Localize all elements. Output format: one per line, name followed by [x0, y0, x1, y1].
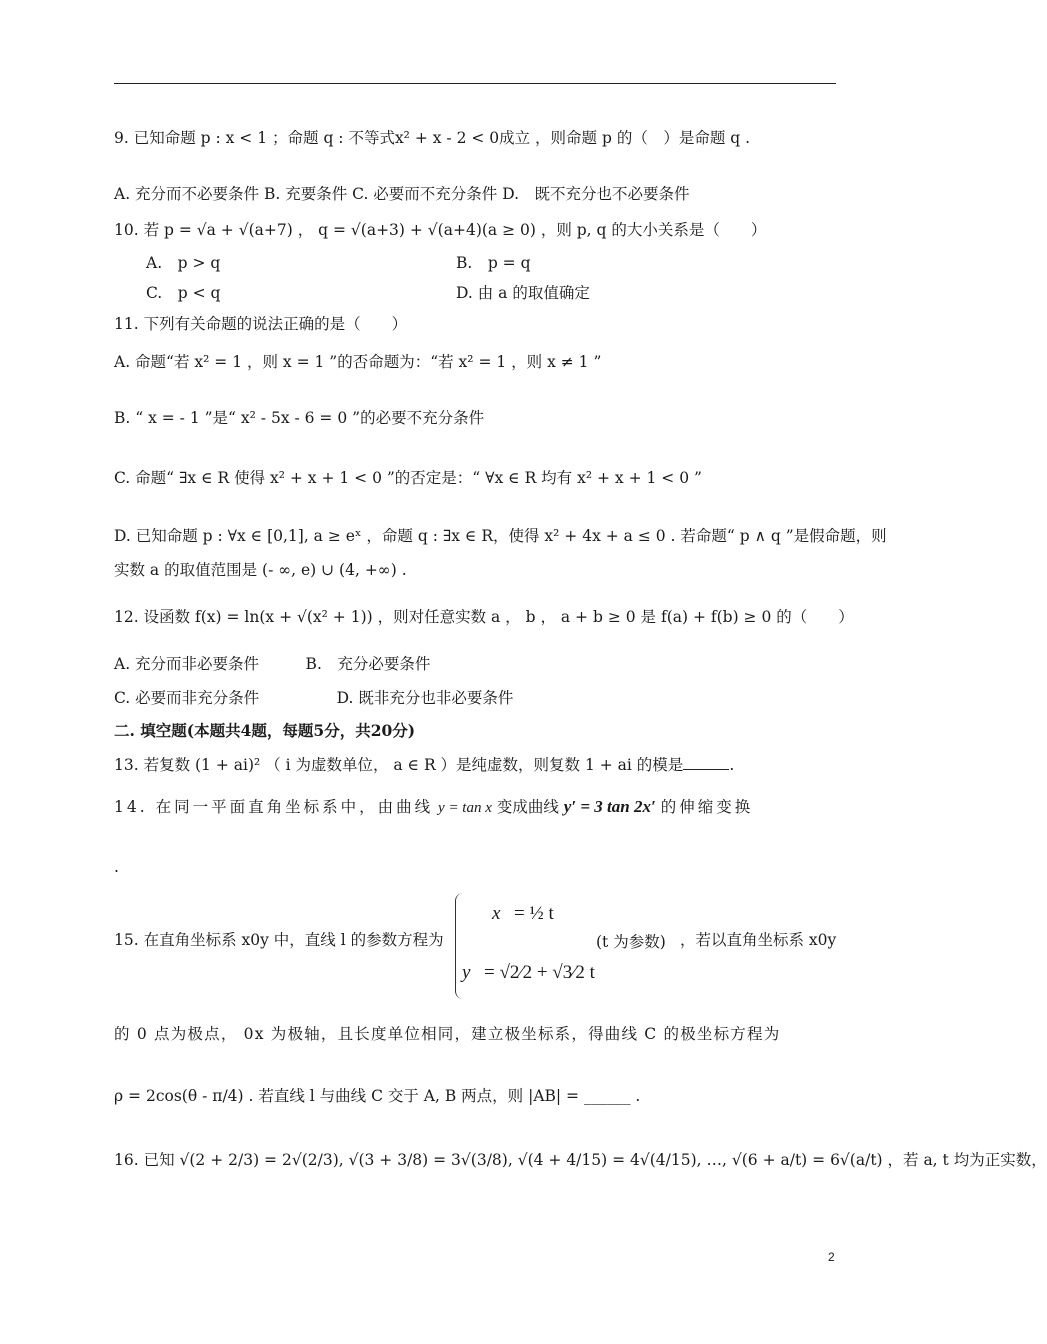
q12-options-ab: A. 充分而非必要条件 B. 充分必要条件 — [114, 655, 431, 673]
q15-tail: ，若以直角坐标系 x0y — [680, 931, 837, 949]
q13-end: . — [729, 756, 735, 774]
q14-part3: 的伸缩变换 — [660, 798, 754, 816]
q15-line2: 的 0 点为极点， 0x 为极轴，且长度单位相同，建立极坐标系，得曲线 C 的极坐标方程为 — [114, 1025, 781, 1043]
q10-option-c: C. p < q — [146, 284, 221, 302]
q12-options-cd: C. 必要而非充分条件 D. 既非充分也非必要条件 — [114, 689, 514, 707]
q10-stem: 10. 若 p = √a + √(a+7) ， q = √(a+3) + √(a+4)(a ≥ 0) ，则 p, q 的大小关系是（ ） — [114, 221, 767, 239]
q11-option-b: B. “ x = - 1 ”是“ x² - 5x - 6 = 0 ”的必要不充分条件 — [114, 409, 485, 427]
q9-options: A. 充分而不必要条件 B. 充要条件 C. 必要而不充分条件 D. 既不充分也不必要条件 — [114, 185, 690, 203]
q15-eq-x-rhs: = ½ t — [514, 903, 554, 924]
q15-line3: ρ = 2cos(θ - π/4) . 若直线 l 与曲线 C 交于 A, B 两点，则 |AB| = ______ . — [114, 1087, 641, 1105]
q15-param-note: (t 为参数) — [596, 933, 666, 951]
q10-option-b: B. p = q — [456, 254, 531, 272]
q10-option-d: D. 由 a 的取值确定 — [456, 284, 590, 302]
q10-option-a: A. p > q — [146, 254, 221, 272]
q15-eq-y-lhs: y — [462, 962, 471, 983]
section-heading: 二. 填空题(本题共4题，每题5分，共20分) — [114, 721, 416, 740]
q14-part2: 变成曲线 — [496, 798, 559, 816]
q15-lead: 15. 在直角坐标系 x0y 中，直线 l 的参数方程为 — [114, 931, 444, 949]
q15-eq-y-rhs: = √2⁄2 + √3⁄2 t — [484, 962, 595, 983]
q13-stem — [114, 755, 734, 775]
q16-stem: 16. 已知 √(2 + 2/3) = 2√(2/3), √(3 + 3/8) = 3√(3/8), √(4 + 4/15) = 4√(4/15), …, √(6 + a/t) = 6√(a/t) ，若 a, t 均为正实数， — [114, 1151, 1047, 1169]
q11-option-a: A. 命题“若 x² = 1 ，则 x = 1 ”的否命题为：“若 x² = 1 ，则 x ≠ 1 ” — [114, 353, 602, 371]
q11-stem: 11. 下列有关命题的说法正确的是（ ） — [114, 315, 408, 333]
q11-option-d-line1: D. 已知命题 p : ∀x ∈ [0,1], a ≥ eˣ ，命题 q : ∃x ∈ R，使得 x² + 4x + a ≤ 0 . 若命题“ p ∧ q ”是假命题，则 — [114, 527, 887, 545]
header-rule — [114, 83, 836, 84]
q14-part1: 14. 在同一平面直角坐标系中，由曲线 — [114, 798, 434, 816]
q13-answer-blank — [683, 755, 729, 770]
q13-text: 13. 若复数 (1 + ai)² （ i 为虚数单位， a ∈ R ）是纯虚数，则复数 1 + ai 的模是 — [114, 756, 684, 774]
page-number: 2 — [828, 1250, 835, 1264]
q9-stem: 9. 已知命题 p : x < 1 ；命题 q : 不等式x² + x - 2 < 0成立 ，则命题 p 的（ ）是命题 q . — [114, 129, 751, 147]
q11-option-c: C. 命题“ ∃x ∈ R 使得 x² + x + 1 < 0 ”的否定是：“ ∀x ∈ R 均有 x² + x + 1 < 0 ” — [114, 469, 702, 487]
q14-trailing-dot: . — [114, 858, 119, 876]
q14-curve1: y = tan x — [438, 800, 492, 816]
q11-option-d-line2: 实数 a 的取值范围是 (- ∞, e) ∪ (4, +∞) . — [114, 561, 407, 579]
q14-curve2: y′ = 3 tan 2x′ — [563, 797, 656, 816]
q12-stem: 12. 设函数 f(x) = ln(x + √(x² + 1)) ，则对任意实数 a ， b ， a + b ≥ 0 是 f(a) + f(b) ≥ 0 的（ ） — [114, 608, 854, 626]
q14-stem — [114, 796, 753, 819]
q15-eq-x-lhs: x — [492, 903, 501, 924]
